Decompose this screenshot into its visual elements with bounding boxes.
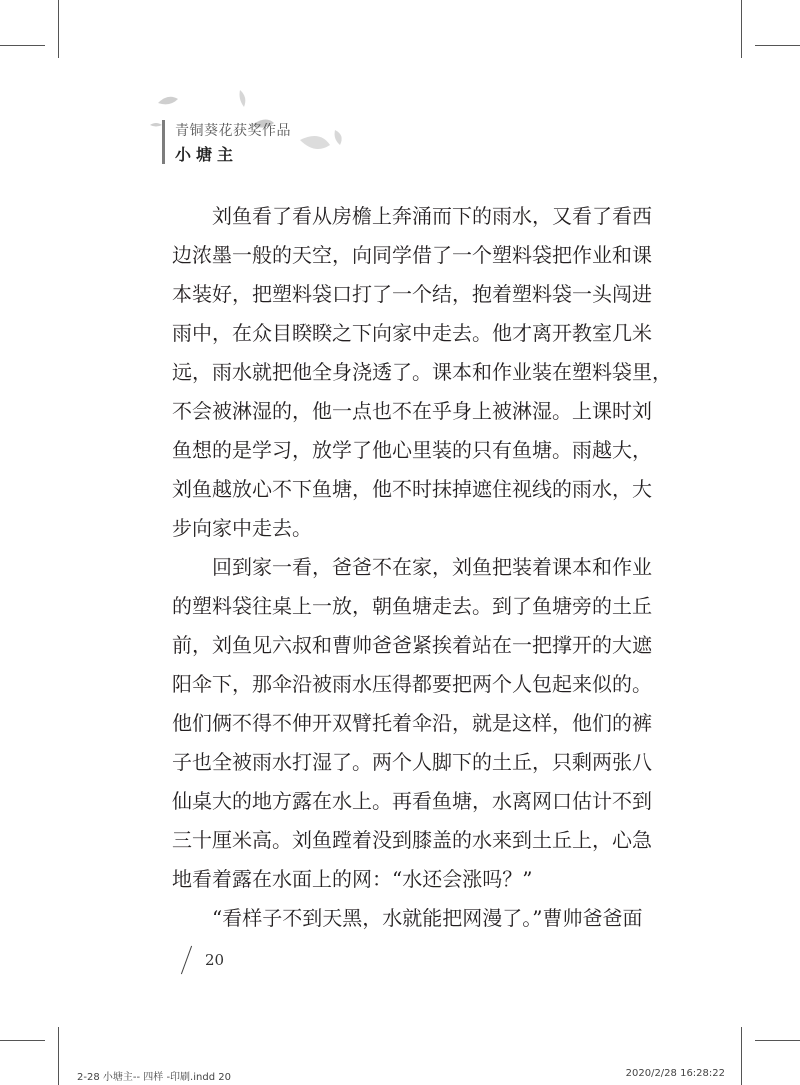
print-slug-timestamp: 2020/2/28 16:28:22 bbox=[625, 1068, 725, 1079]
crop-mark bbox=[0, 1040, 45, 1041]
text-line: 他们俩不得不伸开双臂托着伞沿，就是这样，他们的裤 bbox=[172, 711, 652, 735]
text-line: “看样子不到天黑，水就能把网漫了。”曹帅爸爸面 bbox=[212, 906, 643, 930]
crop-mark bbox=[755, 1040, 800, 1041]
crop-mark bbox=[58, 0, 59, 58]
text-line: 刘鱼看了看从房檐上奔涌而下的雨水，又看了看西 bbox=[212, 204, 652, 228]
text-line: 子也全被雨水打湿了。两个人脚下的土丘，只剩两张八 bbox=[172, 750, 652, 774]
text-line: 鱼想的是学习，放学了他心里装的只有鱼塘。雨越大， bbox=[172, 438, 652, 462]
header-rule bbox=[162, 120, 165, 164]
crop-mark bbox=[755, 45, 800, 46]
page-number: 20 bbox=[205, 951, 225, 969]
body-text bbox=[172, 197, 672, 938]
text-line: 边浓墨一般的天空，向同学借了一个塑料袋把作业和课 bbox=[172, 243, 652, 267]
text-line: 地看着露在水面上的网：“水还会涨吗？” bbox=[172, 867, 533, 891]
text-line: 的塑料袋往桌上一放，朝鱼塘走去。到了鱼塘旁的土丘 bbox=[172, 594, 652, 618]
book-title: 小塘主 bbox=[175, 145, 239, 164]
text-line: 三十厘米高。刘鱼蹚着没到膝盖的水来到土丘上，心急 bbox=[172, 828, 652, 852]
print-slug-filename: 2-28 小塘主-- 四样 -印刷.indd 20 bbox=[77, 1072, 231, 1083]
text-line: 步向家中走去。 bbox=[172, 516, 312, 540]
crop-mark bbox=[741, 0, 742, 58]
folio-slash bbox=[181, 946, 192, 975]
crop-mark bbox=[741, 1027, 742, 1085]
text-line: 回到家一看，爸爸不在家，刘鱼把装着课本和作业 bbox=[212, 555, 652, 579]
crop-mark bbox=[58, 1027, 59, 1085]
text-line: 刘鱼越放心不下鱼塘，他不时抹掉遮住视线的雨水，大 bbox=[172, 477, 652, 501]
text-line: 远，雨水就把他全身浇透了。课本和作业装在塑料袋里， bbox=[172, 360, 672, 384]
crop-mark bbox=[0, 45, 45, 46]
series-title: 青铜葵花获奖作品 bbox=[175, 123, 291, 139]
text-line: 本装好，把塑料袋口打了一个结，抱着塑料袋一头闯进 bbox=[172, 282, 652, 306]
text-line: 雨中，在众目睽睽之下向家中走去。他才离开教室几米 bbox=[172, 321, 652, 345]
text-line: 不会被淋湿的，他一点也不在乎身上被淋湿。上课时刘 bbox=[172, 399, 652, 423]
text-line: 仙桌大的地方露在水上。再看鱼塘，水离网口估计不到 bbox=[172, 789, 652, 813]
text-line: 前，刘鱼见六叔和曹帅爸爸紧挨着站在一把撑开的大遮 bbox=[172, 633, 652, 657]
text-line: 阳伞下，那伞沿被雨水压得都要把两个人包起来似的。 bbox=[172, 672, 652, 696]
